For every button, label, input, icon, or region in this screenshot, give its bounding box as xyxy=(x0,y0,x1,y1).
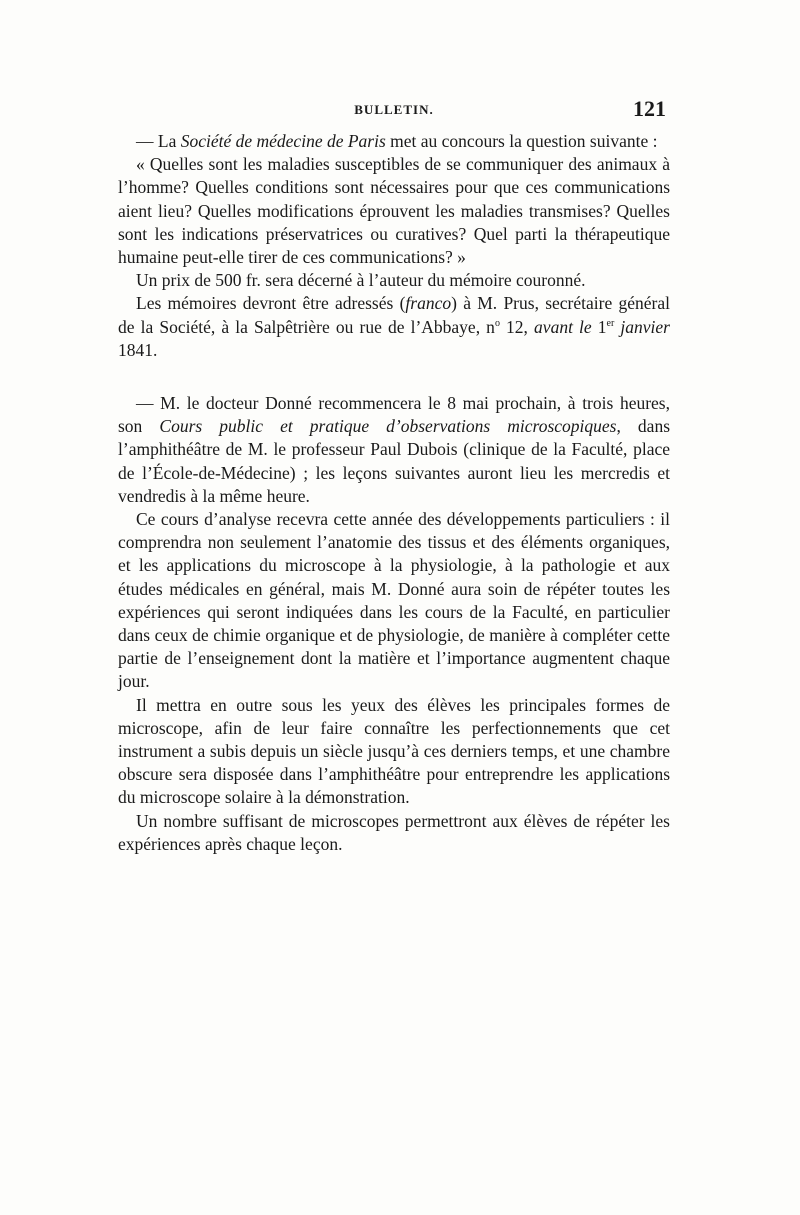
paragraph-course-announcement xyxy=(118,392,670,508)
paragraph-competition-question: « Quelles sont les maladies susceptibles de se communiquer des animaux à l’homme? Quelles conditions sont nécessaires pour que ces communications aient lieu? Quelles modifications éprouvent les maladies transmises? Quelles sont les indications préservatrices ou curatives? Quel parti la thérapeutique humaine peut-elle tirer de ces communications? » xyxy=(118,154,670,268)
text-run: à M. Prus, secrétaire général de la Société, à la Salpêtrière ou rue de l’Abbaye, n xyxy=(118,293,670,337)
page-number: 121 xyxy=(633,96,666,121)
section-gap xyxy=(118,362,670,392)
text-run: met au concours la question suivante : xyxy=(385,131,658,151)
society-name: Société de médecine de Paris xyxy=(180,131,386,151)
running-title: BULLETIN. xyxy=(354,102,434,117)
course-title: Cours public et pratique d’observations microscopiques xyxy=(159,416,617,437)
text-run: — M. le docteur Donné recommencera le 8 mai prochain, à trois heures, son xyxy=(118,393,670,437)
text-run: , dans l’amphithéâtre de M. le professeur Paul Dubois (clinique de la Faculté, place de l’École-de-Médecine) ; les leçons suivantes auront lieu les mercredis et vendredis à la même heure. xyxy=(118,416,670,506)
paragraph-course-content: Ce cours d’analyse recevra cette année des développements particuliers : il comprendra non seulement l’anatomie des tissus et des éléments organiques, et les applications du microscope à la physiologie, à la pathologie et aux études médicales en général, mais M. Donné aura soin de répéter toutes les expériences qui seront indiquées dans les cours de la Faculté, en particulier dans ceux de chimie organique et de physiologie, de manière à compléter cette partie de l’enseignement dont la matière et l’importance augmentent chaque jour. xyxy=(118,509,670,692)
deadline-ordinal: er xyxy=(606,317,615,329)
paragraph-microscope-availability: Un nombre suffisant de microscopes permettront aux élèves de répéter les expériences après chaque leçon. xyxy=(118,810,670,854)
text-run: Les mémoires devront être adressés xyxy=(136,293,400,314)
deadline-month: janvier xyxy=(614,316,670,337)
deadline-year: 1841. xyxy=(118,339,158,360)
paragraph-submission-instructions xyxy=(118,292,670,362)
body-text xyxy=(118,130,670,856)
text-run: ( xyxy=(399,293,406,314)
deadline-text: avant le xyxy=(534,316,598,337)
running-head xyxy=(118,96,670,126)
deadline-day: 1 xyxy=(597,316,607,337)
numero-superscript: o xyxy=(494,317,500,329)
paragraph-microscope-forms: Il mettra en outre sous les yeux des élèves les principales formes de microscope, afin de leur faire connaître les perfectionnements que cet instrument a subis depuis un siècle jusqu’à ces derniers temps, et une chambre obscure sera disposée dans l’amphithéâtre pour entreprendre les applications du microscope solaire à la démonstration. xyxy=(118,694,670,808)
paragraph-competition-announcement xyxy=(118,130,670,153)
paragraph-prize: Un prix de 500 fr. sera décerné à l’auteur du mémoire couronné. xyxy=(136,270,586,291)
franco-term: franco xyxy=(405,293,452,314)
text-run: 12, xyxy=(499,316,535,337)
text-run: — La xyxy=(136,131,181,151)
text-run: ) xyxy=(451,293,457,314)
